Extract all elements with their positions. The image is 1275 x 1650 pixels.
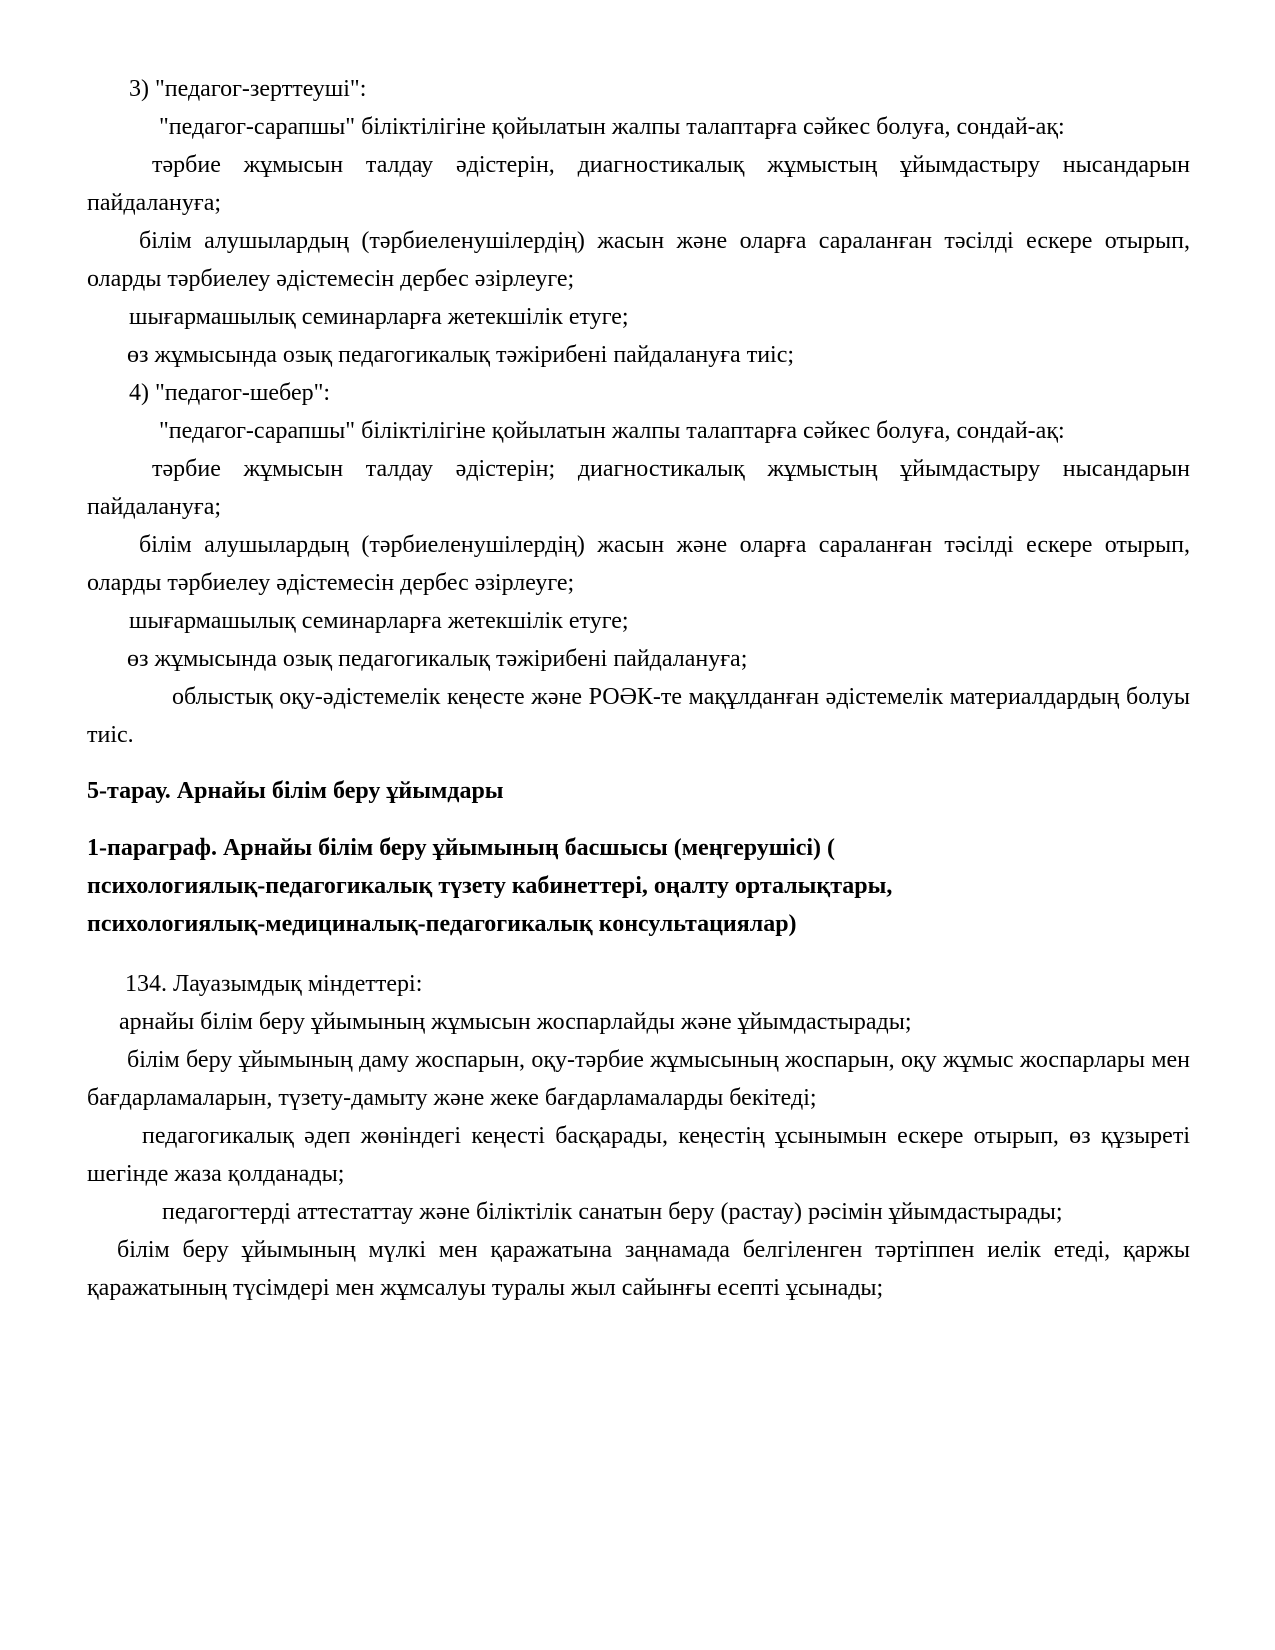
paragraph: облыстық оқу-әдістемелік кеңесте және РОӘК-те мақұлданған әдістемелік материалдардың болуы тиіс.	[87, 684, 1190, 748]
paragraph: шығармашылық семинарларға жетекшілік етуге;	[129, 608, 629, 634]
paragraph: "педагог-сарапшы" біліктілігіне қойылатын жалпы талаптарға сәйкес болуға, сондай-ақ:	[159, 114, 1065, 140]
paragraph: өз жұмысында озық педагогикалық тәжірибені пайдалануға тиіс;	[127, 342, 795, 368]
paragraph: 4) "педагог-шебер":	[129, 380, 331, 406]
paragraph: білім беру ұйымының мүлкі мен қаражатына заңнамада белгіленген тәртіппен иелік етеді, қаржы қаражатының түсімдері мен жұмсалуы туралы жыл сайынғы есепті ұсынады;	[87, 1237, 1190, 1301]
paragraph: өз жұмысында озық педагогикалық тәжірибені пайдалануға;	[127, 646, 748, 672]
paragraph: тәрбие жұмысын талдау әдістерін; диагностикалық жұмыстың ұйымдастыру нысандарын пайдалануға;	[87, 456, 1190, 520]
paragraph: білім алушылардың (тәрбиеленушілердің) жасын және оларға сараланған тәсілді ескере отырып, оларды тәрбиелеу әдістемесін дербес әзірлеуге;	[87, 532, 1190, 596]
paragraph-heading: 1-параграф. Арнайы білім беру ұйымының басшысы (меңгерушісі) ( психологиялық-педагогикалық түзету кабинеттері, оңалту орталықтары, психологиялық-медициналық-педагогикалық консультациялар)	[87, 835, 893, 937]
paragraph: 134. Лауазымдық міндеттері:	[125, 971, 423, 997]
paragraph: білім беру ұйымының даму жоспарын, оқу-тәрбие жұмысының жоспарын, оқу жұмыс жоспарлары мен бағдарламаларын, түзету-дамыту және жеке бағдарламаларды бекітеді;	[87, 1047, 1190, 1111]
chapter-heading: 5-тарау. Арнайы білім беру ұйымдары	[87, 778, 504, 804]
paragraph: шығармашылық семинарларға жетекшілік етуге;	[129, 304, 629, 330]
paragraph: педагогтерді аттестаттау және біліктілік санатын беру (растау) рәсімін ұйымдастырады;	[162, 1199, 1063, 1225]
document-body	[87, 70, 1190, 1307]
paragraph: тәрбие жұмысын талдау әдістерін, диагностикалық жұмыстың ұйымдастыру нысандарын пайдалануға;	[87, 152, 1190, 216]
paragraph: арнайы білім беру ұйымының жұмысын жоспарлайды және ұйымдастырады;	[119, 1009, 912, 1035]
paragraph: "педагог-сарапшы" біліктілігіне қойылатын жалпы талаптарға сәйкес болуға, сондай-ақ:	[159, 418, 1065, 444]
paragraph: 3) "педагог-зерттеуші":	[129, 76, 367, 102]
paragraph: білім алушылардың (тәрбиеленушілердің) жасын және оларға сараланған тәсілді ескере отырып, оларды тәрбиелеу әдістемесін дербес әзірлеуге;	[87, 228, 1190, 292]
paragraph: педагогикалық әдеп жөніндегі кеңесті басқарады, кеңестің ұсынымын ескере отырып, өз құзыреті шегінде жаза қолданады;	[87, 1123, 1190, 1187]
